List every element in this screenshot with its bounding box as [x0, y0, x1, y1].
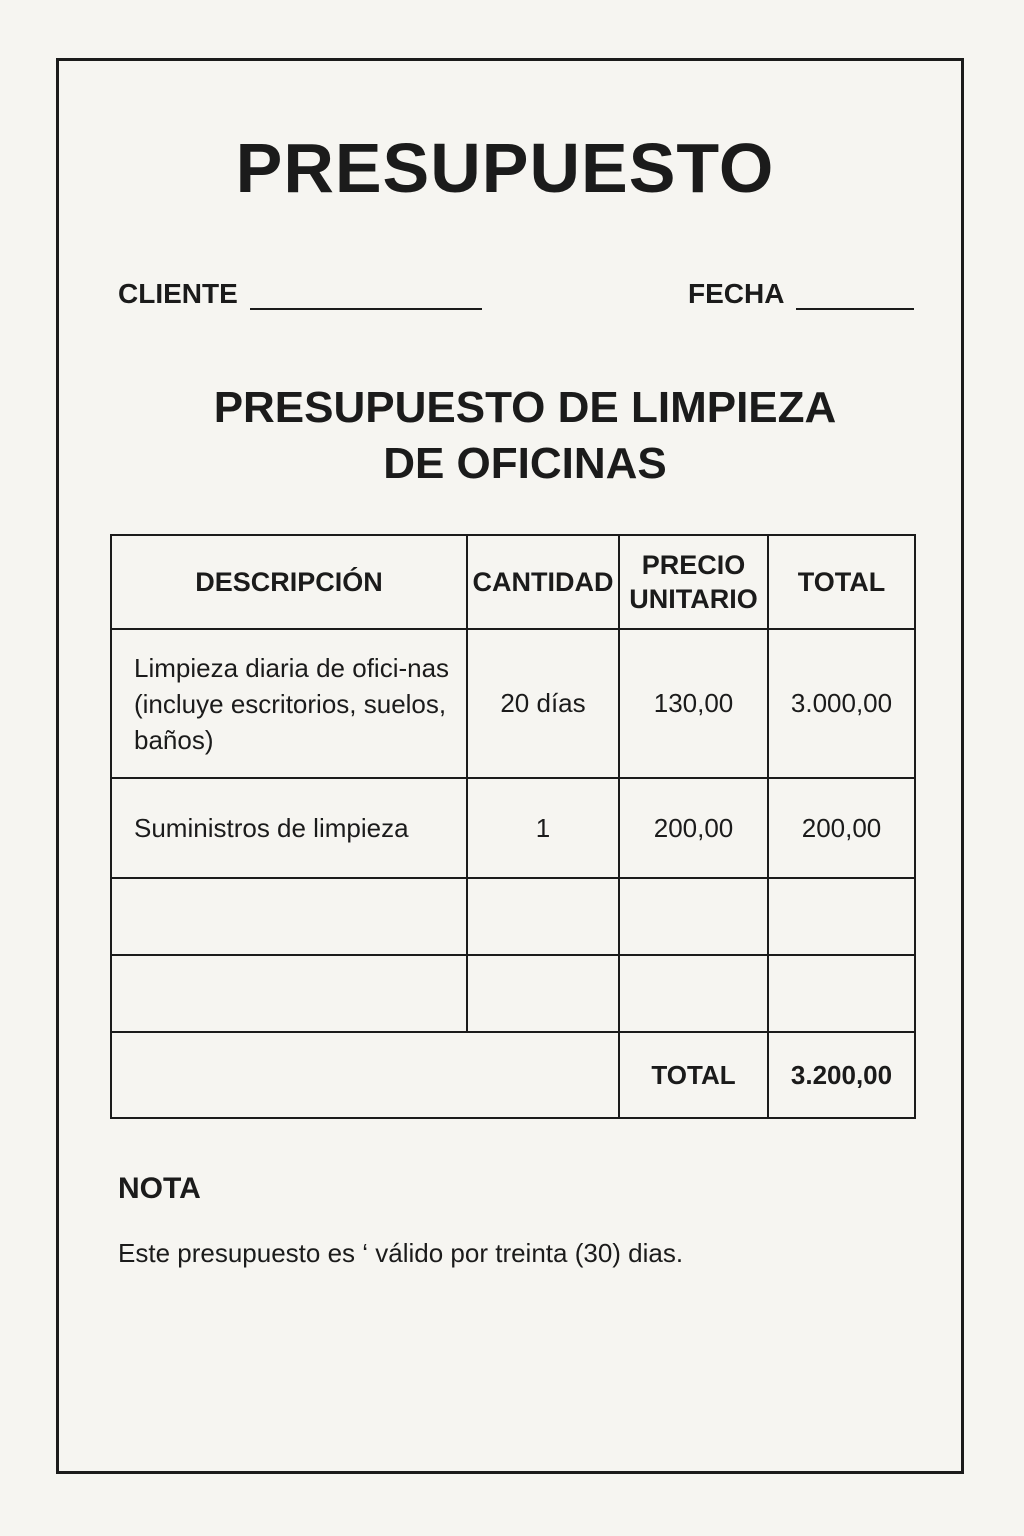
date-blank-line: [796, 282, 914, 310]
empty-cell: [111, 955, 467, 1032]
header-unit-price: [619, 535, 768, 629]
header-description: DESCRIPCIÓN: [111, 535, 467, 629]
client-blank-line: [250, 282, 482, 310]
empty-cell: [467, 878, 619, 955]
total-row-spacer: [111, 1032, 619, 1118]
note-title: NOTA: [118, 1172, 201, 1205]
empty-cell: [768, 878, 915, 955]
row-total: 200,00: [768, 778, 915, 878]
row-quantity: 20 días: [467, 629, 619, 778]
date-label: FECHA: [688, 278, 785, 309]
total-label: TOTAL: [619, 1032, 768, 1118]
document-subtitle: [0, 380, 1024, 492]
client-field: [118, 278, 482, 310]
table-row: [111, 629, 915, 778]
empty-cell: [768, 955, 915, 1032]
header-unit-price-line-1: PRECIO: [641, 550, 746, 580]
subtitle-line-1: PRESUPUESTO DE LIMPIEZA: [213, 383, 837, 432]
row-total: 3.000,00: [768, 629, 915, 778]
empty-cell: [111, 878, 467, 955]
empty-cell: [619, 955, 768, 1032]
empty-cell: [619, 878, 768, 955]
row-unit-price: 130,00: [619, 629, 768, 778]
table-header-row: [111, 535, 915, 629]
quote-table: [110, 534, 916, 1119]
subtitle-line-2: DE OFICINAS: [383, 439, 667, 488]
empty-cell: [467, 955, 619, 1032]
total-row: [111, 1032, 915, 1118]
client-label: CLIENTE: [118, 278, 238, 309]
header-quantity: CANTIDAD: [467, 535, 619, 629]
document-title: PRESUPUESTO: [235, 129, 775, 207]
header-total: TOTAL: [768, 535, 915, 629]
row-description: Suministros de limpieza: [111, 778, 467, 878]
empty-table-row: [111, 955, 915, 1032]
header-unit-price-line-2: UNITARIO: [629, 584, 758, 614]
row-quantity: 1: [467, 778, 619, 878]
row-description: Limpieza diaria de ofici-nas (incluye escritorios, suelos, baños): [111, 629, 467, 778]
table-row: [111, 778, 915, 878]
total-value: 3.200,00: [768, 1032, 915, 1118]
date-field: [688, 278, 914, 310]
empty-table-row: [111, 878, 915, 955]
row-unit-price: 200,00: [619, 778, 768, 878]
note-text: Este presupuesto es ‘ válido por treinta (30) dias.: [118, 1238, 684, 1268]
